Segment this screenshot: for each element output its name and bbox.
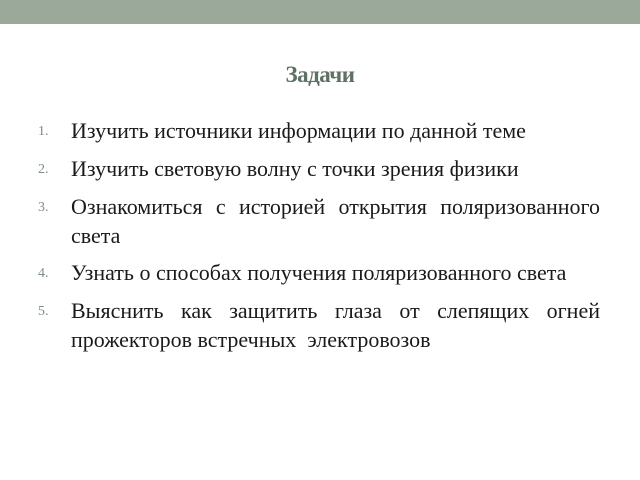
task-list (38, 116, 606, 362)
list-item (38, 192, 606, 250)
slide-title: Задачи (285, 62, 355, 87)
list-item-text: Узнать о способах получения поляризованного света (71, 260, 567, 285)
list-item-text: Выяснить как защитить глаза от слепящих огней прожекторов встречных электровозов (71, 298, 606, 352)
list-item-text: Ознакомиться с историей открытия поляризованного света (71, 194, 606, 248)
list-item-number: 3. (38, 200, 49, 215)
list-item (38, 258, 600, 288)
list-item-number: 1. (38, 124, 49, 139)
list-item-number: 5. (38, 304, 49, 319)
list-item-number: 4. (38, 266, 49, 281)
list-item-text: Изучить источники информации по данной теме (71, 118, 526, 143)
list-item-number: 2. (38, 162, 49, 177)
list-item (38, 296, 606, 354)
list-item-text: Изучить световую волну с точки зрения физики (71, 156, 519, 181)
top-accent-bar (0, 0, 640, 24)
list-item (38, 154, 600, 184)
list-item (38, 116, 600, 146)
